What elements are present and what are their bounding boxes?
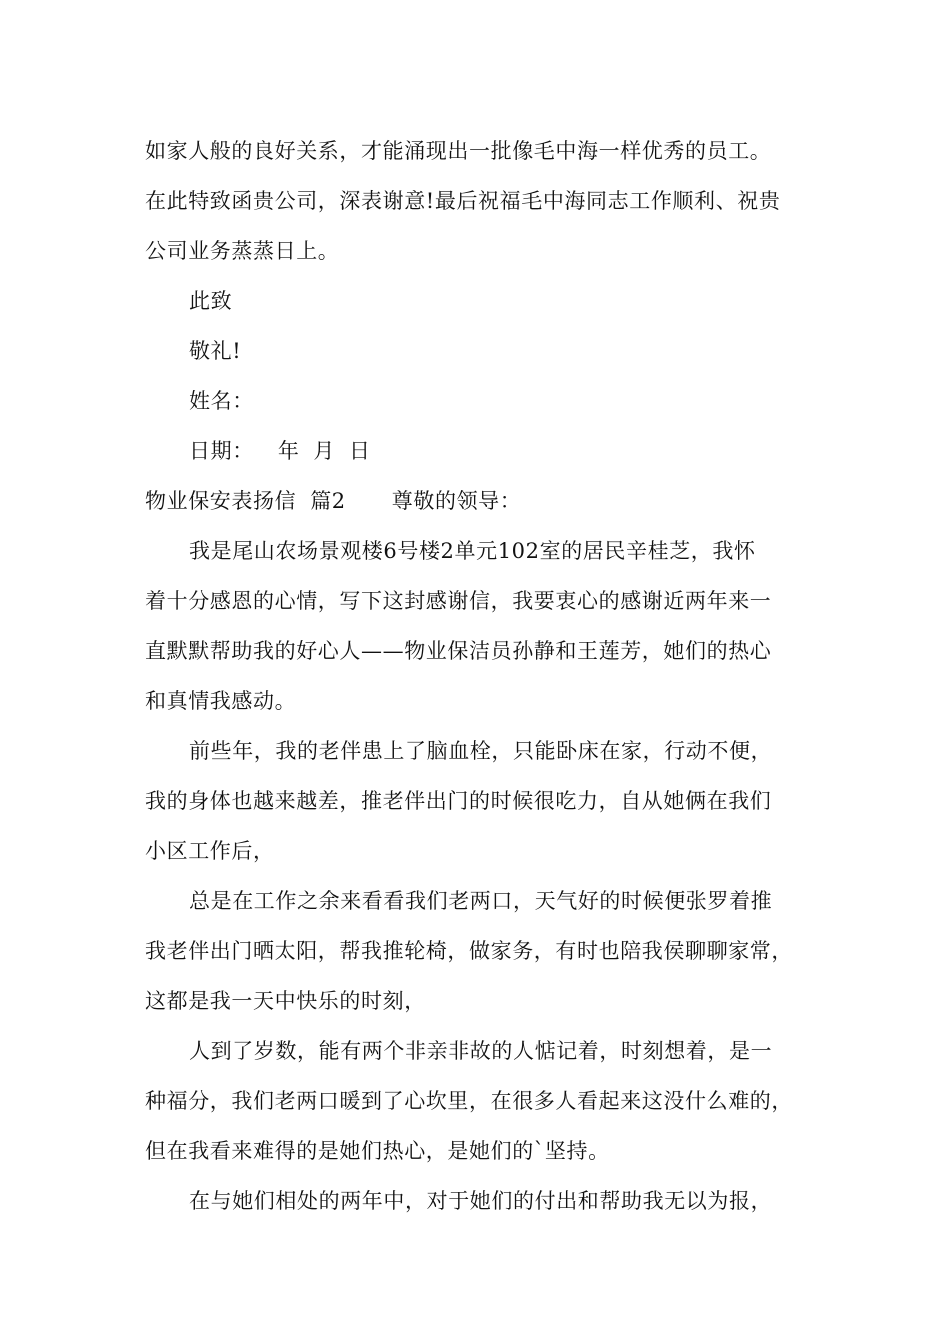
paragraph-line: 种福分，我们老两口暖到了心坎里，在很多人看起来这没什么难的， [145,1089,793,1113]
section-title: 物业保安表扬信 [145,489,297,513]
paragraph-line: 如家人般的良好关系，才能涌现出一批像毛中海一样优秀的员工。 [145,139,772,163]
date-day: 日 [349,439,371,463]
paragraph-line: 但在我看来难得的是她们热心，是她们的`坚持。 [145,1139,610,1163]
paragraph-line: 直默默帮助我的好心人——物业保洁员孙静和王莲芳，她们的热心 [145,639,772,663]
paragraph-line: 在此特致函贵公司，深表谢意!最后祝福毛中海同志工作顺利、祝贵 [145,189,781,213]
paragraph-line: 和真情我感动。 [145,689,297,713]
paragraph-line: 在与她们相处的两年中，对于她们的付出和帮助我无以为报， [189,1189,773,1213]
date-year: 年 [277,439,300,463]
date-label: 日期： [189,439,254,463]
date-line [189,436,371,466]
date-month: 月 [313,439,336,463]
paragraph-line: 这都是我一天中快乐的时刻， [145,989,426,1013]
greeting: 尊敬的领导： [391,489,522,513]
closing-salute: 此致 [189,289,233,313]
paragraph-line: 我的身体也越来越差，推老伴出门的时候很吃力，自从她俩在我们 [145,789,772,813]
section-heading-line [145,486,521,516]
paragraph-line: 着十分感恩的心情，写下这封感谢信，我要衷心的感谢近两年来一 [145,589,772,613]
name-label: 姓名： [189,389,254,413]
paragraph-line: 我是尾山农场景观楼6号楼2单元102室的居民辛桂芝，我怀 [189,539,756,563]
paragraph-line: 我老伴出门晒太阳，帮我推轮椅，做家务，有时也陪我侯聊聊家常， [145,939,793,963]
paragraph-line: 小区工作后， [145,839,275,863]
paragraph-line: 前些年，我的老伴患上了脑血栓，只能卧床在家，行动不便， [189,739,773,763]
section-number: 篇2 [310,489,346,513]
paragraph-line: 总是在工作之余来看看我们老两口，天气好的时候便张罗着推 [189,889,773,913]
paragraph-line: 人到了岁数，能有两个非亲非故的人惦记着，时刻想着，是一 [189,1039,773,1063]
closing-regards: 敬礼! [189,339,242,363]
paragraph-line: 公司业务蒸蒸日上。 [145,239,340,263]
